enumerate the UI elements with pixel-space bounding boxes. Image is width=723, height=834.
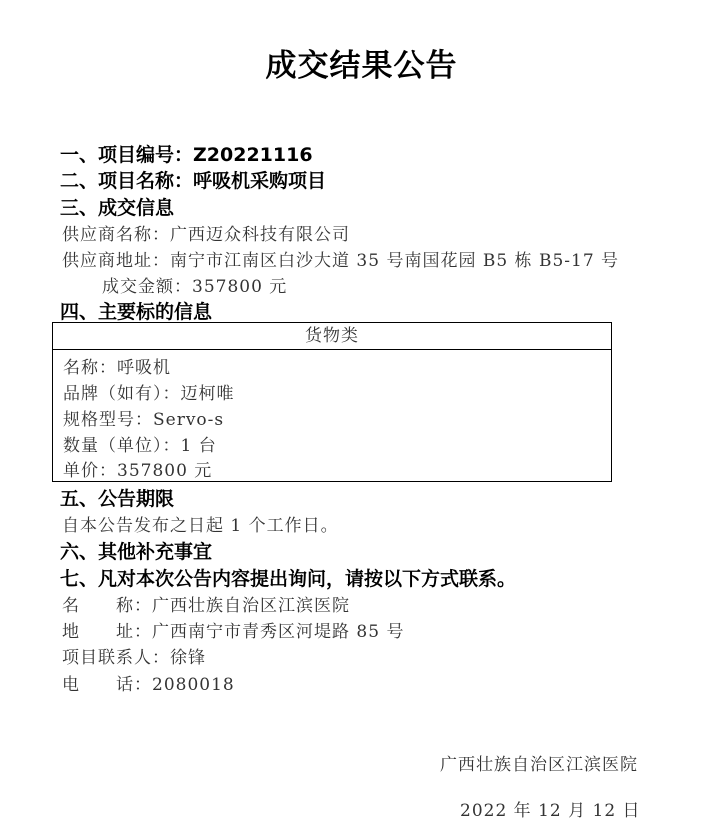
contact-person: 项目联系人：徐锋 — [62, 648, 206, 668]
section-notice-period: 五、公告期限 — [60, 488, 175, 510]
notice-period-text: 自本公告发布之日起 1 个工作日。 — [62, 516, 339, 536]
section-project-number: 一、项目编号：Z20221116 — [60, 144, 313, 166]
goods-price: 单价：357800 元 — [63, 461, 213, 481]
supplier-name: 供应商名称：广西迈众科技有限公司 — [62, 225, 350, 245]
goods-table — [52, 322, 612, 482]
section-contact: 七、凡对本次公告内容提出询问，请按以下方式联系。 — [60, 568, 517, 590]
section-main-subject: 四、主要标的信息 — [60, 301, 213, 323]
goods-quantity: 数量（单位）：1 台 — [63, 436, 217, 456]
supplier-address: 供应商地址：南宁市江南区白沙大道 35 号南国花园 B5 栋 B5-17 号 — [62, 251, 620, 271]
goods-brand: 品牌（如有）：迈柯唯 — [63, 384, 235, 404]
contact-phone: 电 话：2080018 — [62, 675, 235, 695]
signature-org: 广西壮族自治区江滨医院 — [440, 755, 638, 775]
deal-amount: 成交金额：357800 元 — [102, 277, 288, 297]
goods-model: 规格型号：Servo-s — [63, 410, 225, 430]
goods-table-header: 货物类 — [53, 323, 611, 350]
section-other-matters: 六、其他补充事宜 — [60, 541, 213, 563]
goods-name: 名称：呼吸机 — [63, 358, 171, 378]
contact-address: 地 址：广西南宁市青秀区河堤路 85 号 — [62, 622, 405, 642]
page-title: 成交结果公告 — [265, 48, 458, 84]
section-project-name: 二、项目名称：呼吸机采购项目 — [60, 170, 327, 192]
section-deal-info: 三、成交信息 — [60, 197, 175, 219]
signature-date: 2022 年 12 月 12 日 — [460, 801, 641, 821]
contact-name: 名 称：广西壮族自治区江滨医院 — [62, 596, 350, 616]
